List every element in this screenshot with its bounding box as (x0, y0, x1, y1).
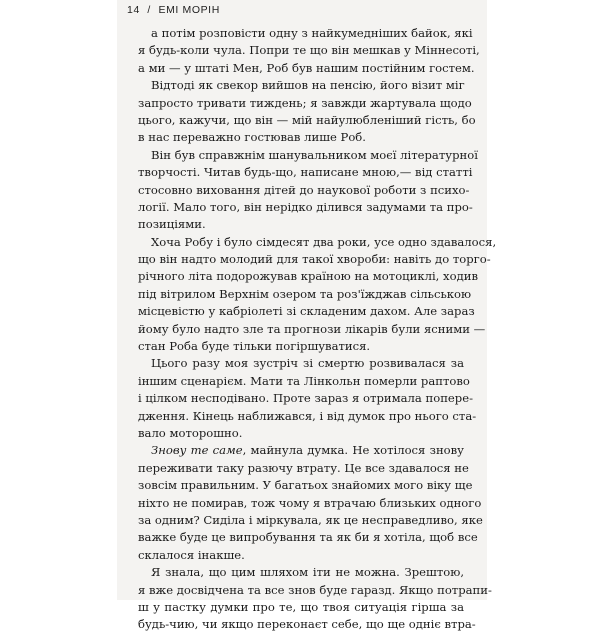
text-line: іншим сценарієм. Мати та Лінкольн померли раптово (138, 373, 470, 388)
paragraph (138, 442, 483, 564)
running-head (127, 4, 220, 16)
line-rest: , майнула думка. Не хотілося знову (242, 443, 465, 458)
paragraph (138, 25, 480, 77)
header-separator: / (147, 4, 151, 16)
text-line: що він надто молодий для такої хвороби: навіть до торго- (138, 252, 491, 267)
text-line: дження. Кінець наближався, і від думок про нього ста- (138, 408, 477, 423)
text-line: зовсім правильним. У багатьох знайомих мого віку ще (138, 478, 473, 493)
text-line: Я знала, що цим шляхом іти не можна. Зрештою, (151, 565, 464, 580)
text-line: я будь-коли чула. Попри те що він мешкав у Міннесоті, (138, 43, 480, 58)
author-name: ЕМІ МОРІН (158, 4, 220, 16)
text-line: а ми — у штаті Мен, Роб був нашим постійним гостем. (138, 60, 475, 75)
text-line: запросто тривати тиждень; я завжди жартувала щодо (138, 95, 472, 110)
text-line: річного літа подорожував країною на мотоциклі, ходив (138, 269, 478, 284)
paragraph (138, 355, 477, 442)
paragraph (138, 147, 478, 234)
text-line (138, 442, 464, 459)
text-line: Хоча Робу і було сімдесят два роки, усе одно здавалося, (151, 234, 497, 249)
text-line: ш у пастку думки про те, що твоя ситуація гірша за (138, 599, 464, 614)
text-line: я вже досвідчена та все знов буде гаразд. Якщо потрапи- (138, 582, 492, 597)
paragraph (138, 77, 476, 147)
text-line: цього, кажучи, що він — мій найулюбленіший гість, бо (138, 112, 476, 127)
text-line: переживати таку разючу втрату. Це все здавалося не (138, 460, 469, 475)
body-text (138, 25, 497, 634)
text-line: Він був справжнім шанувальником моєї літературної (151, 147, 478, 162)
text-line: ніхто не помирав, тож чому я втрачаю близьких одного (138, 495, 482, 510)
text-line: Відтоді як свекор вийшов на пенсію, його візит міг (151, 78, 465, 93)
text-line: за одним? Сиділа і міркувала, як це несправедливо, яке (138, 512, 483, 527)
text-line: а потім розповісти одну з найкумедніших байок, які (151, 26, 473, 40)
text-line: логії. Мало того, він нерідко ділився задумами та про- (138, 199, 473, 214)
text-line: будь-чию, чи якщо переконаєт себе, що ще одніє втра- (138, 617, 476, 632)
text-line: і цілком несподівано. Проте зараз я отримала попере- (138, 391, 473, 406)
paragraph (138, 234, 497, 356)
text-line: йому було надто зле та прогнози лікарів були ясними — (138, 321, 486, 336)
text-line: стосовно виховання дітей до наукової роботи з психо- (138, 182, 470, 197)
text-line: склалося інакше. (138, 547, 245, 562)
book-page (117, 0, 497, 632)
paragraph (138, 564, 492, 634)
italic-phrase: Знову те саме (151, 443, 243, 458)
text-line: творчості. Читав будь-що, написане мною,— від статті (138, 165, 473, 180)
text-line: позиціями. (138, 217, 206, 232)
text-line: вало моторошно. (138, 425, 243, 440)
text-line: в нас переважно гостював лише Роб. (138, 130, 366, 145)
text-line: Цього разу моя зустріч зі смертю розвивалася за (151, 356, 464, 371)
text-line: під вітрилом Верхнім озером та роз'їжджав сільською (138, 286, 472, 301)
page-number: 14 (127, 4, 140, 16)
text-line: важке буде це випробування та як би я хотіла, щоб все (138, 530, 478, 545)
text-line: стан Роба буде тільки погіршуватися. (138, 339, 371, 354)
text-line: місцевістю у кабріолеті зі складеним дахом. Але зараз (138, 304, 475, 319)
